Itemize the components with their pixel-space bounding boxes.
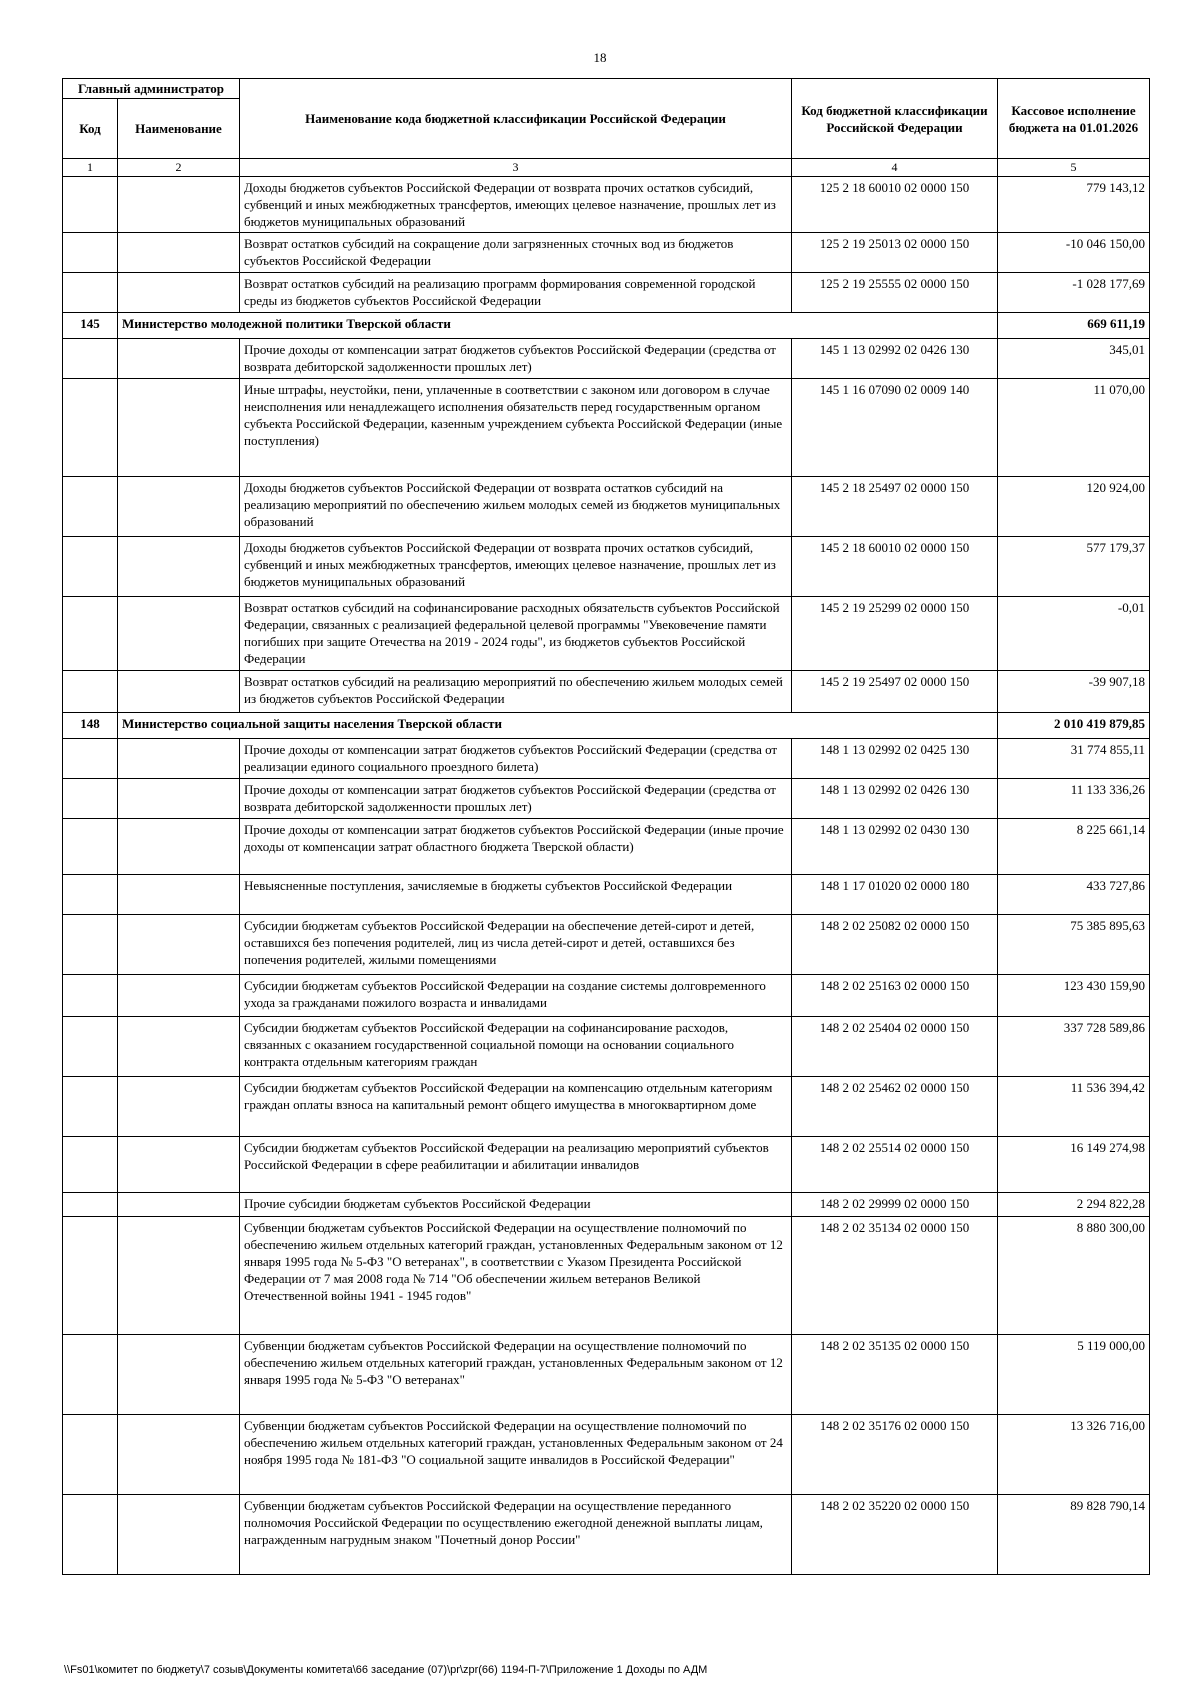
execution-amount: 11 070,00 [998, 379, 1150, 477]
kbk-code: 148 2 02 25514 02 0000 150 [792, 1137, 998, 1193]
admin-name-cell [118, 273, 240, 313]
kbk-code: 145 2 18 60010 02 0000 150 [792, 537, 998, 597]
page-number: 18 [593, 50, 607, 65]
execution-amount: 345,01 [998, 339, 1150, 379]
administrator-row [63, 313, 1150, 339]
kbk-code: 148 1 13 02992 02 0430 130 [792, 819, 998, 875]
admin-code-cell [63, 1415, 118, 1495]
column-number-row [63, 159, 1150, 177]
kbk-code: 148 1 17 01020 02 0000 180 [792, 875, 998, 915]
admin-amount: 2 010 419 879,85 [998, 713, 1150, 739]
kbk-code: 125 2 18 60010 02 0000 150 [792, 177, 998, 233]
admin-code: 148 [63, 713, 118, 739]
admin-name-cell [118, 1415, 240, 1495]
kbk-code: 145 1 16 07090 02 0009 140 [792, 379, 998, 477]
kbk-column-header: Код бюджетной классификации Российской Федерации [792, 79, 998, 159]
exec-column-header: Кассовое исполнение бюджета на 01.01.2026 [998, 79, 1150, 159]
income-description: Доходы бюджетов субъектов Российской Федерации от возврата прочих остатков субсидий, субвенций и иных межбюджетных трансфертов, имеющих целевое назначение, прошлых лет из бюджетов муниципальных образований [240, 177, 792, 233]
income-description: Субсидии бюджетам субъектов Российской Федерации на компенсацию отдельным категориям граждан оплаты взноса на капитальный ремонт общего имущества в многоквартирном доме [240, 1077, 792, 1137]
admin-name-cell [118, 477, 240, 537]
income-description: Возврат остатков субсидий на софинансирование расходных обязательств субъектов Российской Федерации, связанных с реализацией федеральной целевой программы "Увековечение памяти погибших при защите Отечества на 2019 - 2024 годы", из бюджетов субъектов Российской Федерации [240, 597, 792, 671]
income-description: Иные штрафы, неустойки, пени, уплаченные в соответствии с законом или договором в случае неисполнения или ненадлежащего исполнения обязательств перед государственным органом субъекта Российской Федерации, казенным учреждением субъекта Российской Федерации (иные поступления) [240, 379, 792, 477]
execution-amount: 120 924,00 [998, 477, 1150, 537]
kbk-code: 148 2 02 25163 02 0000 150 [792, 975, 998, 1017]
execution-amount: 75 385 895,63 [998, 915, 1150, 975]
execution-amount: 5 119 000,00 [998, 1335, 1150, 1415]
income-description: Субвенции бюджетам субъектов Российской Федерации на осуществление переданного полномочия Российской Федерации по осуществлению ежегодной денежной выплаты лицам, награжденным нагрудным знаком "Почетный донор России" [240, 1495, 792, 1575]
table-row [63, 1495, 1150, 1575]
admin-name-cell [118, 233, 240, 273]
kbk-code: 148 1 13 02992 02 0425 130 [792, 739, 998, 779]
table-row [63, 233, 1150, 273]
kbk-code: 145 1 13 02992 02 0426 130 [792, 339, 998, 379]
admin-name-cell [118, 1335, 240, 1415]
admin-name-cell [118, 1017, 240, 1077]
income-description: Субсидии бюджетам субъектов Российской Федерации на реализацию мероприятий субъектов Российской Федерации в сфере реабилитации и абилитации инвалидов [240, 1137, 792, 1193]
admin-code-cell [63, 915, 118, 975]
table-row [63, 819, 1150, 875]
admin-code-cell [63, 477, 118, 537]
table-row [63, 537, 1150, 597]
admin-code-cell [63, 379, 118, 477]
admin-code-cell [63, 1137, 118, 1193]
table-row [63, 1193, 1150, 1217]
income-description: Прочие доходы от компенсации затрат бюджетов субъектов Российской Федерации (средства от возврата дебиторской задолженности прошлых лет) [240, 339, 792, 379]
column-number: 1 [63, 159, 118, 177]
admin-code-cell [63, 1193, 118, 1217]
kbk-code: 125 2 19 25555 02 0000 150 [792, 273, 998, 313]
table-row [63, 379, 1150, 477]
kbk-code: 145 2 18 25497 02 0000 150 [792, 477, 998, 537]
table-row [63, 1017, 1150, 1077]
table-header [63, 79, 1150, 177]
column-number: 2 [118, 159, 240, 177]
admin-name-cell [118, 537, 240, 597]
admin-name-cell [118, 779, 240, 819]
execution-amount: 779 143,12 [998, 177, 1150, 233]
admin-code-cell [63, 177, 118, 233]
execution-amount: -0,01 [998, 597, 1150, 671]
kbk-code: 148 2 02 29999 02 0000 150 [792, 1193, 998, 1217]
income-description: Субсидии бюджетам субъектов Российской Федерации на обеспечение детей-сирот и детей, оставшихся без попечения родителей, лиц из числа детей-сирот и детей, оставшихся без попечения родителей, жилыми помещениями [240, 915, 792, 975]
kbk-code: 148 2 02 35135 02 0000 150 [792, 1335, 998, 1415]
execution-amount: 123 430 159,90 [998, 975, 1150, 1017]
execution-amount: 433 727,86 [998, 875, 1150, 915]
column-number: 5 [998, 159, 1150, 177]
income-description: Прочие субсидии бюджетам субъектов Российской Федерации [240, 1193, 792, 1217]
admin-code-cell [63, 1217, 118, 1335]
admin-code-cell [63, 537, 118, 597]
kbk-code: 148 2 02 25404 02 0000 150 [792, 1017, 998, 1077]
table-row [63, 1415, 1150, 1495]
kbk-code: 125 2 19 25013 02 0000 150 [792, 233, 998, 273]
column-number: 4 [792, 159, 998, 177]
kbk-code: 145 2 19 25299 02 0000 150 [792, 597, 998, 671]
admin-name-cell [118, 379, 240, 477]
table-row [63, 671, 1150, 713]
execution-amount: 13 326 716,00 [998, 1415, 1150, 1495]
admin-code-cell [63, 779, 118, 819]
desc-column-header: Наименование кода бюджетной классификации Российской Федерации [240, 79, 792, 159]
execution-amount: 2 294 822,28 [998, 1193, 1150, 1217]
kbk-code: 148 2 02 25462 02 0000 150 [792, 1077, 998, 1137]
table-row [63, 739, 1150, 779]
table-row [63, 915, 1150, 975]
admin-code-cell [63, 233, 118, 273]
income-description: Доходы бюджетов субъектов Российской Федерации от возврата прочих остатков субсидий, субвенций и иных межбюджетных трансфертов, имеющих целевое назначение, прошлых лет из бюджетов муниципальных образований [240, 537, 792, 597]
table-row [63, 1217, 1150, 1335]
admin-name-cell [118, 819, 240, 875]
execution-amount: 11 536 394,42 [998, 1077, 1150, 1137]
admin-code-cell [63, 875, 118, 915]
income-description: Прочие доходы от компенсации затрат бюджетов субъектов Российской Федерации (иные прочие доходы от компенсации затрат областного бюджета Тверской области) [240, 819, 792, 875]
admin-code-cell [63, 597, 118, 671]
admin-code: 145 [63, 313, 118, 339]
admin-code-cell [63, 1495, 118, 1575]
table-row [63, 1077, 1150, 1137]
income-description: Субвенции бюджетам субъектов Российской Федерации на осуществление полномочий по обеспечению жильем отдельных категорий граждан, установленных Федеральным законом от 24 ноября 1995 года № 181-ФЗ "О социальной защите инвалидов в Российской Федерации" [240, 1415, 792, 1495]
admin-amount: 669 611,19 [998, 313, 1150, 339]
execution-amount: 31 774 855,11 [998, 739, 1150, 779]
income-description: Доходы бюджетов субъектов Российской Федерации от возврата остатков субсидий на реализацию мероприятий по обеспечению жильем молодых семей из бюджетов муниципальных образований [240, 477, 792, 537]
income-description: Субсидии бюджетам субъектов Российской Федерации на создание системы долговременного ухода за гражданами пожилого возраста и инвалидами [240, 975, 792, 1017]
admin-name-cell [118, 915, 240, 975]
kbk-code: 145 2 19 25497 02 0000 150 [792, 671, 998, 713]
admin-name-cell [118, 1193, 240, 1217]
admin-name-cell [118, 1217, 240, 1335]
main-admin-header: Главный администратор [63, 79, 240, 99]
execution-amount: 337 728 589,86 [998, 1017, 1150, 1077]
income-description: Субвенции бюджетам субъектов Российской Федерации на осуществление полномочий по обеспечению жильем отдельных категорий граждан, установленных Федеральным законом от 12 января 1995 года № 5-ФЗ "О ветеранах" [240, 1335, 792, 1415]
execution-amount: -1 028 177,69 [998, 273, 1150, 313]
table-row [63, 975, 1150, 1017]
admin-name-cell [118, 975, 240, 1017]
income-description: Невыясненные поступления, зачисляемые в бюджеты субъектов Российской Федерации [240, 875, 792, 915]
kbk-code: 148 2 02 35220 02 0000 150 [792, 1495, 998, 1575]
execution-amount: 89 828 790,14 [998, 1495, 1150, 1575]
code-column-header: Код [63, 99, 118, 159]
admin-code-cell [63, 1077, 118, 1137]
table-row [63, 477, 1150, 537]
table-row [63, 779, 1150, 819]
admin-name-cell [118, 1077, 240, 1137]
admin-name-cell [118, 177, 240, 233]
execution-amount: 577 179,37 [998, 537, 1150, 597]
execution-amount: 8 880 300,00 [998, 1217, 1150, 1335]
administrator-row [63, 713, 1150, 739]
admin-name: Министерство молодежной политики Тверской области [118, 313, 998, 339]
admin-name-cell [118, 1495, 240, 1575]
kbk-code: 148 1 13 02992 02 0426 130 [792, 779, 998, 819]
income-description: Возврат остатков субсидий на сокращение доли загрязненных сточных вод из бюджетов субъектов Российской Федерации [240, 233, 792, 273]
execution-amount: 11 133 336,26 [998, 779, 1150, 819]
admin-name-cell [118, 739, 240, 779]
execution-amount: -39 907,18 [998, 671, 1150, 713]
table-row [63, 339, 1150, 379]
admin-name-cell [118, 339, 240, 379]
table-row [63, 1137, 1150, 1193]
table-row [63, 875, 1150, 915]
income-description: Возврат остатков субсидий на реализацию программ формирования современной городской среды из бюджетов субъектов Российской Федерации [240, 273, 792, 313]
admin-code-cell [63, 975, 118, 1017]
execution-amount: -10 046 150,00 [998, 233, 1150, 273]
table-row [63, 177, 1150, 233]
admin-code-cell [63, 671, 118, 713]
admin-code-cell [63, 819, 118, 875]
admin-code-cell [63, 273, 118, 313]
column-number: 3 [240, 159, 792, 177]
kbk-code: 148 2 02 35176 02 0000 150 [792, 1415, 998, 1495]
admin-name-cell [118, 875, 240, 915]
budget-table [62, 78, 1150, 1575]
admin-code-cell [63, 739, 118, 779]
execution-amount: 16 149 274,98 [998, 1137, 1150, 1193]
admin-code-cell [63, 1017, 118, 1077]
income-description: Прочие доходы от компенсации затрат бюджетов субъектов Российской Федерации (средства от возврата дебиторской задолженности прошлых лет) [240, 779, 792, 819]
admin-name: Министерство социальной защиты населения Тверской области [118, 713, 998, 739]
file-path-footer: \\Fs01\комитет по бюджету\7 созыв\Документы комитета\66 заседание (07)\pr\zpr(66) 1194-П-7\Приложение 1 Доходы по АДМ [64, 1664, 708, 1676]
table-row [63, 1335, 1150, 1415]
admin-name-cell [118, 1137, 240, 1193]
income-description: Субвенции бюджетам субъектов Российской Федерации на осуществление полномочий по обеспечению жильем отдельных категорий граждан, установленных Федеральным законом от 12 января 1995 года № 5-ФЗ "О ветеранах", в соответствии с Указом Президента Российской Федерации от 7 мая 2008 года № 714 "Об обеспечении жильем ветеранов Великой Отечественной войны 1941 - 1945 годов" [240, 1217, 792, 1335]
income-description: Возврат остатков субсидий на реализацию мероприятий по обеспечению жильем молодых семей из бюджетов субъектов Российской Федерации [240, 671, 792, 713]
income-description: Субсидии бюджетам субъектов Российской Федерации на софинансирование расходов, связанных с оказанием государственной социальной помощи на основании социального контракта отдельным категориям граждан [240, 1017, 792, 1077]
table-row [63, 273, 1150, 313]
kbk-code: 148 2 02 35134 02 0000 150 [792, 1217, 998, 1335]
kbk-code: 148 2 02 25082 02 0000 150 [792, 915, 998, 975]
name-column-header: Наименование [118, 99, 240, 159]
admin-code-cell [63, 1335, 118, 1415]
table-body [63, 177, 1150, 1575]
income-description: Прочие доходы от компенсации затрат бюджетов субъектов Российский Федерации (средства от реализации единого социального проездного билета) [240, 739, 792, 779]
execution-amount: 8 225 661,14 [998, 819, 1150, 875]
admin-code-cell [63, 339, 118, 379]
table-row [63, 597, 1150, 671]
admin-name-cell [118, 597, 240, 671]
admin-name-cell [118, 671, 240, 713]
